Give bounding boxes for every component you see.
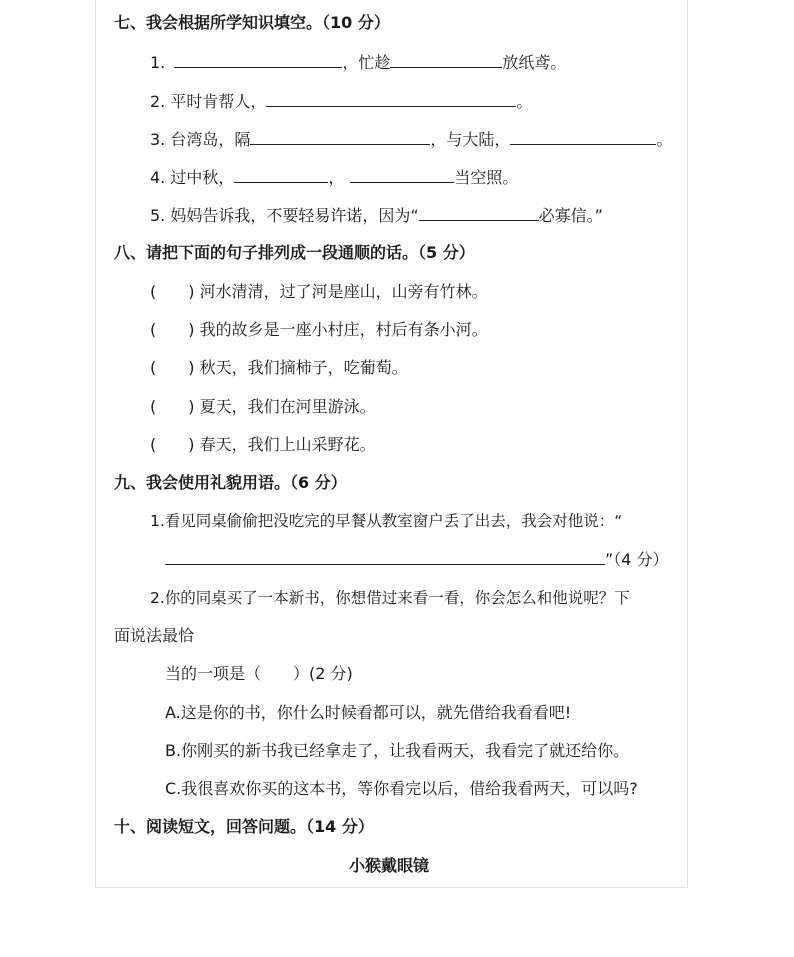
question-7-5-end: 必寡信。” — [538, 206, 603, 225]
question-7-1-end: 放纸鸢。 — [502, 53, 567, 72]
passage-title: 小猴戴眼镜 — [349, 856, 430, 875]
question-7-3-end: 。 — [656, 130, 673, 149]
order-item-2[interactable]: ( ) 我的故乡是一座小村庄，村后有条小河。 — [150, 320, 488, 339]
question-7-1 — [150, 52, 566, 73]
question-7-2 — [150, 91, 532, 112]
question-7-3-text: 3. 台湾岛，隔 — [150, 130, 251, 149]
question-7-4-text: 4. 过中秋， — [150, 168, 235, 187]
section-8-heading: 八、请把下面的句子排列成一段通顺的话。（5 分） — [114, 243, 475, 262]
option-c[interactable]: C.我很喜欢你买的这本书，等你看完以后，借给我看两天，可以吗? — [165, 779, 638, 798]
blank-7-1-a[interactable] — [174, 52, 342, 68]
question-7-3-mid: ，与大陆， — [430, 130, 511, 149]
blank-7-3-b[interactable] — [510, 129, 656, 145]
option-b[interactable]: B.你刚买的新书我已经拿走了，让我看两天，我看完了就还给你。 — [165, 741, 630, 760]
blank-7-4-a[interactable] — [234, 167, 328, 183]
order-item-5[interactable]: ( ) 春天，我们上山采野花。 — [150, 435, 376, 454]
section-9-heading: 九、我会使用礼貌用语。（6 分） — [114, 473, 347, 492]
order-item-1[interactable]: ( ) 河水清清，过了河是座山，山旁有竹林。 — [150, 282, 488, 301]
question-7-4-end: 当空照。 — [454, 168, 519, 187]
question-7-5-text: 5. 妈妈告诉我，不要轻易许诺，因为“ — [150, 206, 419, 225]
question-7-4-mid: ， — [328, 168, 345, 187]
blank-7-1-b[interactable] — [390, 52, 502, 68]
option-a[interactable]: A.这是你的书，你什么时候看都可以，就先借给我看看吧! — [165, 703, 572, 722]
question-9-2-line1: 2.你的同桌买了一本新书，你想借过来看一看，你会怎么和他说呢？下 — [150, 589, 630, 607]
question-9-2-line3: 当的一项是（ ）(2 分) — [165, 664, 353, 683]
section-10-heading: 十、阅读短文，回答问题。（14 分） — [114, 817, 374, 836]
order-item-4[interactable]: ( ) 夏天，我们在河里游泳。 — [150, 397, 376, 416]
question-9-1-answer — [165, 549, 669, 570]
question-9-1-end: ”（4 分） — [605, 550, 669, 569]
question-7-1-number: 1. — [150, 53, 166, 72]
question-9-1-text: 1.看见同桌偷偷把没吃完的早餐从教室窗户丢了出去，我会对他说：“ — [150, 512, 623, 530]
blank-7-5[interactable] — [419, 205, 539, 221]
order-item-3[interactable]: ( ) 秋天，我们摘柿子，吃葡萄。 — [150, 358, 408, 377]
question-7-1-mid: ，忙趁 — [342, 53, 391, 72]
question-7-5 — [150, 205, 603, 226]
question-7-2-end: 。 — [516, 92, 533, 111]
question-9-2-line2: 面说法最恰 — [114, 626, 195, 645]
blank-7-4-b[interactable] — [350, 167, 454, 183]
question-7-2-text: 2. 平时肯帮人， — [150, 92, 267, 111]
question-7-3 — [150, 129, 672, 150]
blank-7-3-a[interactable] — [250, 129, 430, 145]
blank-9-1[interactable] — [165, 549, 605, 565]
section-7-heading: 七、我会根据所学知识填空。（10 分） — [114, 13, 390, 32]
question-7-4 — [150, 167, 518, 188]
blank-7-2[interactable] — [266, 91, 516, 107]
